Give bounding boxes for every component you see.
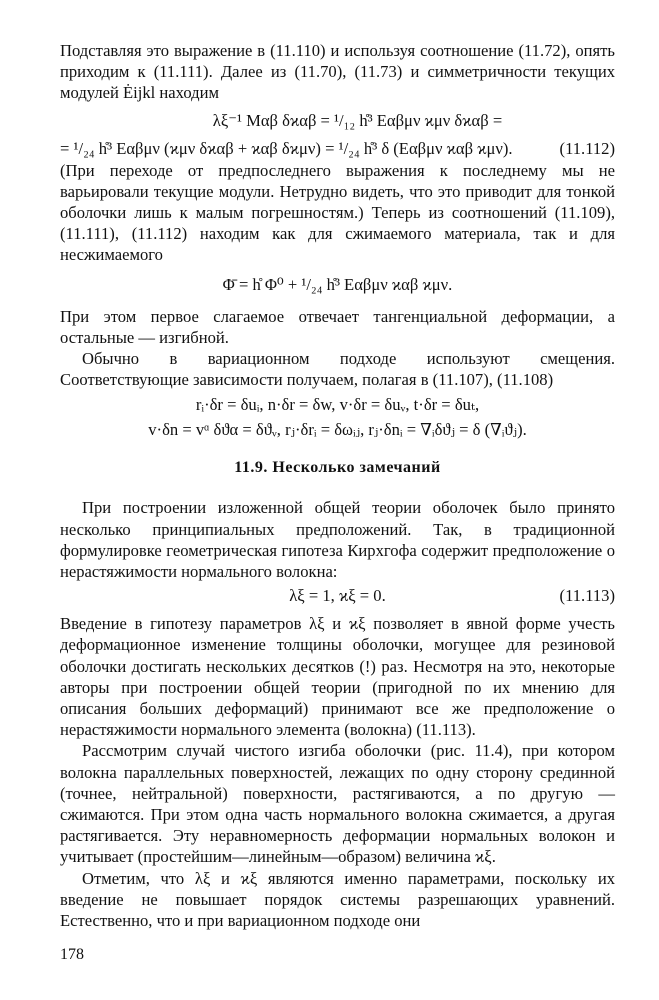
paragraph-2: (При переходе от предпоследнего выражения к последнему мы не варьировали текущие модули. Нетрудно видеть, что это приводит для тонкой оболочки лишь к малым погрешностям.) Теперь из соотношений (11.109), (11.111), (11.112) находим как для сжимаемого материала, так и для несжимаемого (60, 160, 615, 265)
equation-11-113-row (60, 585, 615, 607)
equation-phi: Φ̄ = h̊ Φ⁰ + ¹/₂₄ h̊³ Eαβμν ϰαβ ϰμν. (222, 274, 453, 294)
paragraph-6: Введение в гипотезу параметров λξ и ϰξ позволяет в явной форме учесть деформационное изменение толщины оболочки, могущее для резиновой оболочки достигать нескольких десятков (!) раз. Несмотря на это, некоторые авторы при построении общей теории (пригодной по их мнению для описания больших деформаций) принимают все же предположение о нерастяжимости нормального элемента (волокна) (11.113). (60, 614, 615, 740)
paragraph-3: При этом первое слагаемое отвечает тангенциальной деформации, а остальные — изгибной. (60, 306, 615, 347)
equation-number-11-113: (11.113) (559, 586, 615, 606)
paragraph-1: Подставляя это выражение в (11.110) и используя соотношение (11.72), опять приходим к (11.111). Далее из (11.70), (11.73) и симметричности текущих модулей Ėijkl находим (60, 41, 615, 103)
equation-displacements-line1: rᵢ·δr = δuᵢ, n·δr = δw, v·δr = δuᵥ, t·δr = δuₜ, (195, 395, 480, 415)
equation-11-112-line1: λξ⁻¹ Mαβ δϰαβ = ¹/₁₂ h̊³ Eαβμν ϰμν δϰαβ = (212, 110, 503, 130)
paragraph-5: При построении изложенной общей теории оболочек было принято несколько принципиальных предположений. Так, в традиционной формулировке геометрическая гипотеза Кирхгофа содержит предположение о нерастяжимости нормального волокна: (60, 498, 615, 582)
paragraph-8: Отметим, что λξ и ϰξ являются именно параметрами, поскольку их введение не повышает порядок системы разрешающих уравнений. Естественно, что и при вариационном подходе они (60, 868, 615, 931)
section-heading (60, 459, 615, 477)
equation-11-112-line2: = ¹/₂₄ h̊³ Eαβμν (ϰμν δϰαβ + ϰαβ δϰμν) = ¹/₂₄ h̊³ δ (Eαβμν ϰαβ ϰμν). (60, 138, 513, 158)
paragraph-4: Обычно в вариационном подходе используют смещения. Соответствующие зависимости получаем, полагая в (11.107), (11.108) (60, 349, 615, 390)
section-number: 11.9. (234, 459, 268, 477)
page-body (60, 40, 615, 931)
equation-displacements-line2: v·δn = vᵅ δϑα = δϑᵥ, rⱼ·δrᵢ = δωᵢⱼ, rⱼ·δnᵢ = ∇ᵢδϑⱼ = δ (∇ᵢϑⱼ). (148, 420, 527, 440)
equation-11-113: λξ = 1, ϰξ = 0. (289, 586, 386, 606)
section-title: Несколько замечаний (272, 459, 441, 477)
page-number: 178 (60, 946, 84, 963)
paragraph-7: Рассмотрим случай чистого изгиба оболочки (рис. 11.4), при котором волокна параллельных поверхностей, лежащих по одну сторону срединной (точнее, нейтральной) поверхности, растягиваются, а по другую — сжимаются. При этом одна часть нормального волокна сжимается, а другая растягивается. Эту неравномерность деформации нормальных волокон и учитывает (простейшим—линейным—образом) величина ϰξ. (60, 741, 615, 867)
equation-number-11-112: (11.112) (559, 138, 615, 158)
equation-11-112-line2-row (60, 138, 615, 160)
